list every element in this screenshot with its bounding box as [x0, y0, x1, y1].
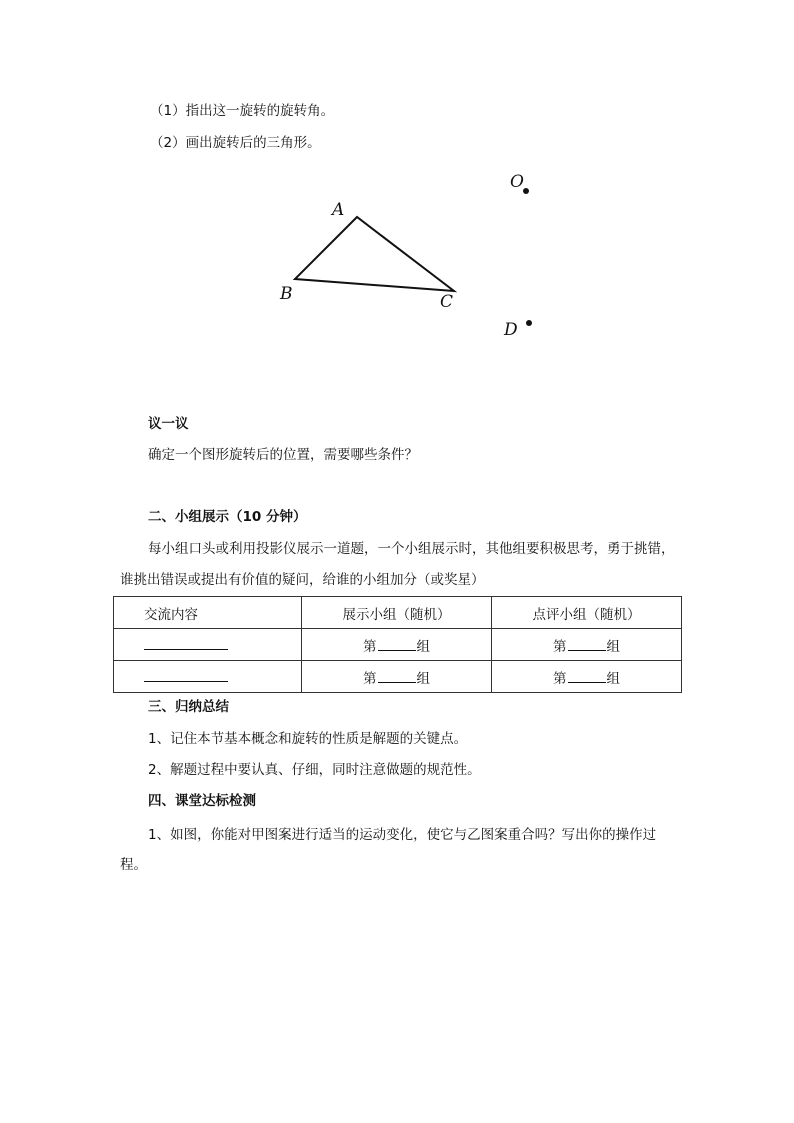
label-c: C	[440, 292, 454, 312]
exchange-table	[113, 596, 682, 693]
discussion-heading: 议一议	[148, 416, 189, 432]
header-content: 交流内容	[114, 597, 302, 629]
label-a: A	[332, 200, 345, 220]
content-blank[interactable]	[144, 667, 228, 682]
section3-item2: 2、解题过程中要认真、仔细，同时注意做题的规范性。	[148, 762, 481, 778]
header-review-group: 点评小组（随机）	[492, 597, 682, 629]
review-group-cell: 第 组	[492, 629, 682, 661]
present-group-blank[interactable]	[378, 636, 416, 651]
present-group-cell: 第 组	[302, 629, 492, 661]
header-present-group: 展示小组（随机）	[302, 597, 492, 629]
review-group-blank[interactable]	[568, 668, 606, 683]
present-group-cell: 第 组	[302, 661, 492, 693]
review-group-blank[interactable]	[568, 636, 606, 651]
point-d	[526, 320, 532, 326]
content-blank-cell	[114, 661, 302, 693]
present-group-blank[interactable]	[378, 668, 416, 683]
content-blank[interactable]	[144, 635, 228, 650]
section3-heading: 三、归纳总结	[148, 699, 229, 715]
section4-item1-line2: 程。	[120, 857, 147, 873]
section2-heading: 二、小组展示（10 分钟）	[148, 509, 307, 525]
content-blank-cell	[114, 629, 302, 661]
section2-para-line1: 每小组口头或利用投影仪展示一道题，一个小组展示时，其他组要积极思考，勇于挑错，	[148, 541, 675, 557]
table-row	[114, 629, 682, 661]
section2-para-line2: 谁挑出错误或提出有价值的疑问，给谁的小组加分（或奖星）	[120, 572, 485, 588]
section4-heading: 四、课堂达标检测	[148, 793, 256, 809]
question-1: （1）指出这一旋转的旋转角。	[150, 103, 335, 119]
question-2: （2）画出旋转后的三角形。	[150, 135, 321, 151]
section3-item1: 1、记住本节基本概念和旋转的性质是解题的关键点。	[148, 731, 468, 747]
triangle-abc	[295, 217, 454, 291]
section4-item1-line1: 1、如图，你能对甲图案进行适当的运动变化，使它与乙图案重合吗？写出你的操作过	[148, 827, 657, 843]
table-row	[114, 661, 682, 693]
discussion-text: 确定一个图形旋转后的位置，需要哪些条件？	[148, 447, 418, 463]
review-group-cell: 第 组	[492, 661, 682, 693]
label-d: D	[504, 320, 518, 340]
label-b: B	[280, 284, 293, 304]
label-o: O	[510, 172, 524, 192]
table-header-row	[114, 597, 682, 629]
rotation-figure	[270, 165, 560, 355]
